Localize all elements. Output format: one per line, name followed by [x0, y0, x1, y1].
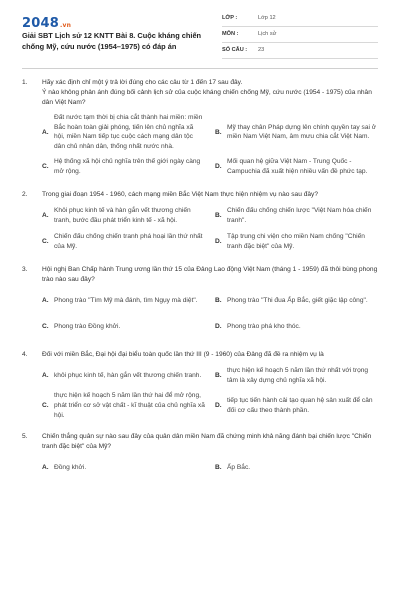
option-letter: B.: [215, 464, 222, 472]
option-text: Mỹ thay chân Pháp dựng lên chính quyền tay sai ở miền Nam Việt Nam, âm mưu chia cắt Việt Nam.: [227, 123, 377, 141]
question-number: 4.: [22, 350, 28, 358]
option-letter: A.: [42, 464, 49, 472]
meta-key: MÔN :: [222, 31, 239, 38]
option-list: [42, 203, 378, 255]
question-text-line: Trong giai đoạn 1954 - 1960, cách mạng miền Bắc Việt Nam thực hiện nhiệm vụ nào sau đây?: [42, 191, 319, 199]
question-text-line: Chiến thắng quân sự nào sau đây của quân dân miền Nam đã chứng minh khả năng đánh bại chiến lược "Chiến tranh đặc biệt" của Mỹ?: [42, 433, 372, 451]
meta-row-count: [222, 43, 378, 59]
option-letter: D.: [215, 401, 222, 409]
question-2: [22, 190, 378, 255]
option-text: Khôi phục kinh tế và hàn gắn vết thương chiến tranh, bước đầu phát triển kinh tế - xã hội.: [54, 207, 191, 225]
logo-suffix: .vn: [59, 22, 72, 29]
option-c[interactable]: [42, 389, 205, 423]
meta-row-grade: [222, 11, 378, 27]
meta-key: SỐ CÂU :: [222, 47, 248, 54]
option-text: khôi phục kinh tế, hàn gắn vết thương chiến tranh.: [54, 371, 202, 379]
option-letter: A.: [42, 128, 49, 136]
option-text: Tập trung chi viện cho miền Nam chống "Chiến tranh đặc biệt" của Mỹ.: [227, 233, 365, 251]
question-text: [42, 190, 378, 200]
option-list: [42, 288, 378, 340]
option-letter: B.: [215, 296, 222, 304]
question-text-line: Đối với miền Bắc, Đại hội đại biểu toàn quốc lần thứ III (9 - 1960) của Đảng đã đề ra nhiệm vụ là: [42, 350, 324, 358]
question-text-line: Hãy xác định chỉ một ý trả lời đúng cho các câu từ 1 đến 17 sau đây.: [42, 79, 243, 86]
option-letter: C.: [42, 322, 49, 330]
option-c[interactable]: [42, 314, 205, 340]
option-text: Phong trào phá kho thóc.: [227, 322, 301, 330]
option-b[interactable]: [215, 288, 378, 314]
option-b[interactable]: [215, 455, 378, 481]
option-letter: A.: [42, 212, 49, 220]
meta-key: LỚP :: [222, 15, 238, 22]
option-text: Phong trào "Tìm Mỹ mà đánh, tìm Ngụy mà diệt".: [54, 296, 198, 304]
document-title: Giải SBT Lịch sử 12 KNTT Bài 8. Cuộc kháng chiến chống Mỹ, cứu nước (1954–1975) có đáp án: [22, 31, 202, 51]
option-d[interactable]: [215, 154, 378, 180]
option-list: [42, 363, 378, 423]
option-b[interactable]: [215, 111, 378, 155]
option-c[interactable]: [42, 154, 205, 180]
option-b[interactable]: [215, 203, 378, 229]
option-text: Mối quan hệ giữa Việt Nam - Trung Quốc - Campuchia đã xuất hiện nhiều vấn đề phức tạp.: [227, 158, 368, 176]
logo-main: 2048: [22, 16, 59, 31]
question-number: 5.: [22, 433, 28, 441]
question-4: [22, 350, 378, 423]
question-3: [22, 265, 378, 340]
question-text-line: Ý nào không phản ánh đúng bối cảnh lịch sử của cuộc kháng chiến chống Mỹ, cứu nước (1954 - 1975) của nhân dân Việt Nam?: [42, 88, 372, 106]
option-letter: C.: [42, 163, 49, 171]
option-text: Đất nước tạm thời bị chia cắt thành hai miền: miền Bắc hoàn toàn giải phóng, tiến lên chủ nghĩa xã hội, miền Nam tiếp tục cuộc cách mạng dân tộc dân chủ nhân dân, thống nhất nước nhà.: [54, 113, 203, 151]
option-b[interactable]: [215, 363, 378, 389]
question-text-line: Hội nghị Ban Chấp hành Trung ương lần thứ 15 của Đảng Lao động Việt Nam (tháng 1 - 1959) đã thôi bùng phong trào nào sau đây?: [42, 266, 378, 284]
question-list: [22, 78, 378, 491]
option-text: Chiến đấu chống chiến tranh phá hoại lần thứ nhất của Mỹ.: [54, 233, 203, 251]
option-a[interactable]: [42, 288, 205, 314]
option-a[interactable]: [42, 455, 205, 481]
option-a[interactable]: [42, 203, 205, 229]
option-text: thực hiện kế hoạch 5 năm lần thứ hai để mở rộng, phát triển cơ sở vật chất - kĩ thuật của chủ nghĩa xã hội.: [54, 391, 205, 419]
option-list: [42, 111, 378, 181]
meta-box: [222, 11, 378, 59]
option-text: Chiến đấu chống chiến lược "Việt Nam hóa chiến tranh".: [227, 207, 372, 225]
meta-value: Lịch sử: [258, 31, 277, 38]
option-letter: D.: [215, 163, 222, 171]
header-divider: [22, 68, 378, 69]
question-text: [42, 432, 378, 452]
question-number: 2.: [22, 191, 28, 199]
document-header: [0, 0, 400, 66]
question-number: 1.: [22, 79, 28, 86]
option-a[interactable]: [42, 363, 205, 389]
question-text: [42, 350, 378, 360]
question-number: 3.: [22, 266, 28, 274]
option-letter: B.: [215, 371, 222, 379]
option-letter: C.: [42, 238, 49, 246]
option-letter: D.: [215, 238, 222, 246]
option-a[interactable]: [42, 111, 205, 155]
option-list: [42, 455, 378, 481]
meta-value: Lớp 12: [258, 15, 276, 22]
question-text: [42, 78, 378, 108]
option-d[interactable]: [215, 389, 378, 423]
option-c[interactable]: [42, 229, 205, 255]
option-letter: D.: [215, 322, 222, 330]
option-letter: A.: [42, 296, 49, 304]
option-letter: A.: [42, 371, 49, 379]
option-letter: C.: [42, 401, 49, 409]
option-letter: B.: [215, 212, 222, 220]
option-d[interactable]: [215, 229, 378, 255]
option-d[interactable]: [215, 314, 378, 340]
question-text: [42, 265, 378, 285]
option-text: Ấp Bắc.: [227, 464, 251, 472]
option-text: Phong trào Đồng khởi.: [54, 322, 121, 330]
option-text: Phong trào "Thi đua Ấp Bắc, giết giặc lập công".: [227, 296, 368, 304]
option-letter: B.: [215, 128, 222, 136]
option-text: Hệ thống xã hội chủ nghĩa trên thế giới ngày càng mở rộng.: [54, 158, 201, 176]
question-5: [22, 432, 378, 481]
question-1: [22, 78, 378, 180]
meta-value: 23: [258, 47, 265, 54]
option-text: thực hiện kế hoạch 5 năm lần thứ nhất với trọng tâm là xây dựng chủ nghĩa xã hội.: [227, 366, 369, 384]
option-text: Đồng khởi.: [54, 464, 87, 472]
option-text: tiếp tục tiến hành cải tạo quan hệ sản xuất để cân đối cơ cấu theo thành phần.: [227, 396, 373, 414]
meta-row-subject: [222, 27, 378, 43]
